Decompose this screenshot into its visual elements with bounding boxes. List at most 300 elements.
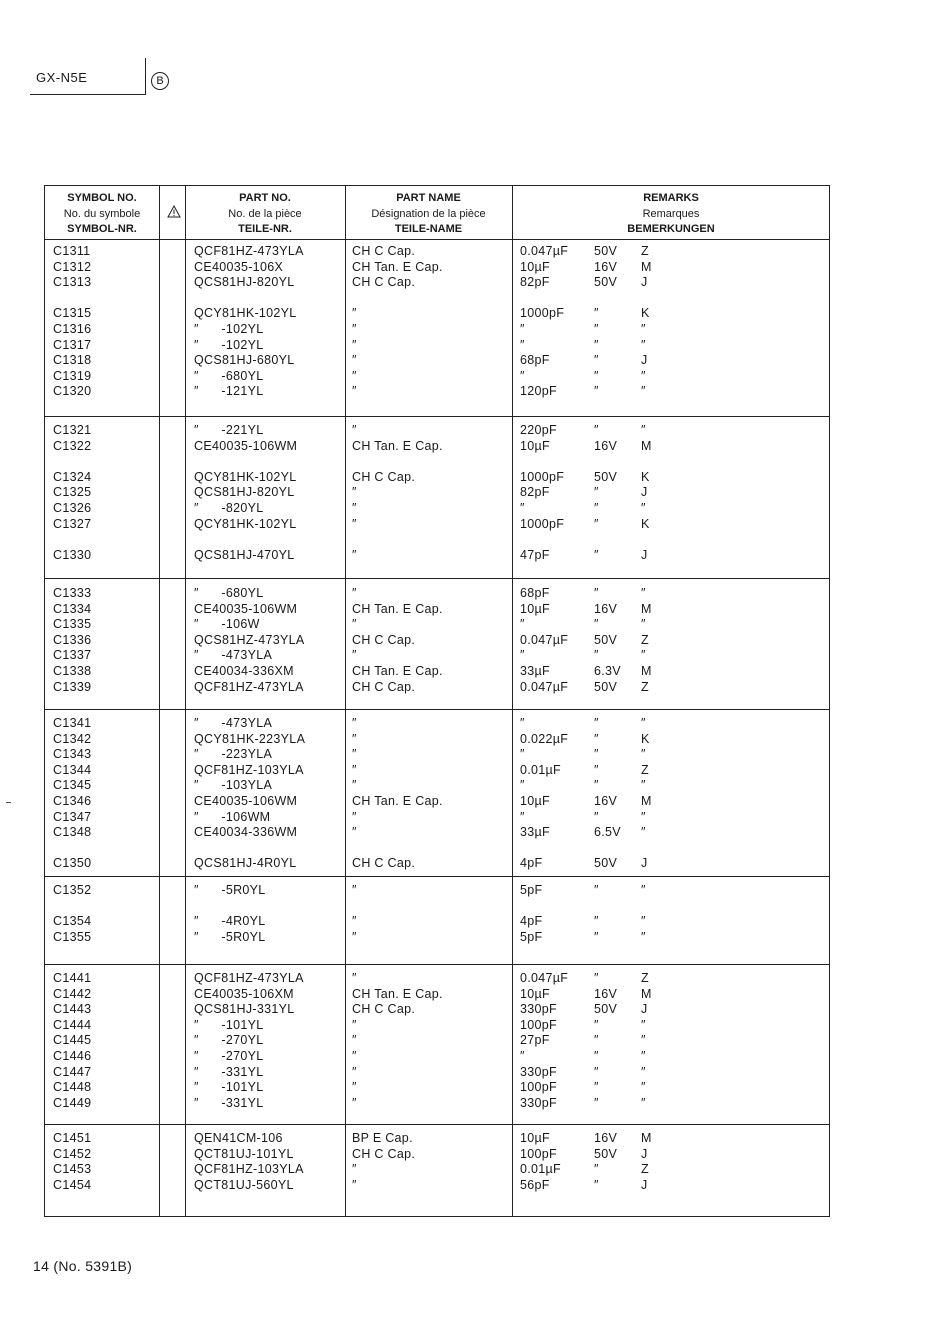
cell-voltage: ″ <box>594 971 599 985</box>
table-row <box>45 470 829 486</box>
table-row <box>45 260 829 276</box>
cell-tolerance: ″ <box>641 809 646 824</box>
cell-part-no: ″ -331YL <box>194 1095 264 1110</box>
cell-part-name: ″ <box>352 586 357 600</box>
cell-part-no: QCS81HJ-4R0YL <box>194 856 297 871</box>
cell-value: 1000pF <box>520 516 565 531</box>
cell-symbol-no: C1445 <box>53 1033 92 1048</box>
cell-value: 68pF <box>520 353 550 368</box>
table-row <box>45 1080 829 1096</box>
cell-symbol-no: C1315 <box>53 306 92 321</box>
cell-tolerance: ″ <box>641 1080 646 1095</box>
cell-voltage: 16V <box>594 1131 618 1145</box>
cell-part-name: CH C Cap. <box>352 469 416 484</box>
cell-part-no: QCF81HZ-473YLA <box>194 244 304 258</box>
cell-symbol-no: C1449 <box>53 1095 92 1110</box>
cell-symbol-no: C1451 <box>53 1131 92 1145</box>
cell-voltage: ″ <box>594 353 599 368</box>
table-row <box>45 485 829 501</box>
cell-voltage: 50V <box>594 679 618 694</box>
cell-part-name: ″ <box>352 731 357 746</box>
cell-tolerance: J <box>641 275 648 290</box>
cell-symbol-no: C1447 <box>53 1064 92 1079</box>
header-remarks <box>512 191 830 238</box>
table-row <box>45 275 829 291</box>
cell-value: 0.01µF <box>520 762 561 777</box>
cell-symbol-no: C1342 <box>53 731 92 746</box>
cell-tolerance: M <box>641 438 652 453</box>
table-row <box>45 384 829 400</box>
cell-tolerance: ″ <box>641 1064 646 1079</box>
cell-symbol-no: C1355 <box>53 929 92 944</box>
cell-voltage: ″ <box>594 1095 599 1110</box>
cell-tolerance: ″ <box>641 929 646 944</box>
table-row <box>45 369 829 385</box>
cell-tolerance: M <box>641 664 652 678</box>
cell-part-no: CE40035-106WM <box>194 794 298 808</box>
group-divider <box>45 416 829 417</box>
table-row <box>45 930 829 946</box>
cell-part-no: ″ -473YLA <box>194 648 273 663</box>
table-row <box>45 1033 829 1049</box>
cell-value: 5pF <box>520 929 543 944</box>
cell-value: ″ <box>520 716 525 730</box>
group-divider <box>45 709 829 710</box>
cell-tolerance: ″ <box>641 914 646 929</box>
cell-part-no: ″ -103YLA <box>194 778 273 793</box>
cell-symbol-no: C1441 <box>53 971 92 985</box>
cell-part-name: ″ <box>352 617 357 632</box>
cell-voltage: ″ <box>594 617 599 632</box>
cell-part-name: ″ <box>352 809 357 824</box>
cell-value: ″ <box>520 747 525 762</box>
cell-tolerance: ″ <box>641 1095 646 1110</box>
cell-part-name: ″ <box>352 1049 357 1063</box>
cell-value: 10µF <box>520 1131 550 1145</box>
table-row <box>45 1065 829 1081</box>
cell-tolerance: J <box>641 1002 648 1017</box>
cell-value: 330pF <box>520 1002 557 1017</box>
cell-part-name: ″ <box>352 929 357 944</box>
cell-tolerance: ″ <box>641 1033 646 1048</box>
cell-part-no: ″ -101YL <box>194 1017 264 1032</box>
cell-voltage: ″ <box>594 1080 599 1095</box>
cell-value: ″ <box>520 809 525 824</box>
table-row <box>45 617 829 633</box>
cell-part-name: CH C Cap. <box>352 679 416 694</box>
cell-part-no: CE40034-336XM <box>194 664 294 678</box>
cell-part-no: CE40034-336WM <box>194 825 298 840</box>
cell-voltage: 6.5V <box>594 825 621 840</box>
table-row <box>45 794 829 810</box>
cell-symbol-no: C1317 <box>53 337 92 352</box>
cell-symbol-no: C1333 <box>53 586 92 600</box>
cell-part-no: CE40035-106X <box>194 259 284 274</box>
cell-value: 10µF <box>520 438 550 453</box>
cell-voltage: 16V <box>594 601 618 616</box>
cell-part-no: QCS81HJ-470YL <box>194 547 295 562</box>
cell-tolerance: ″ <box>641 586 646 600</box>
cell-part-name: CH C Cap. <box>352 1002 416 1017</box>
cell-voltage: ″ <box>594 384 599 399</box>
cell-value: ″ <box>520 337 525 352</box>
cell-part-name: ″ <box>352 883 357 897</box>
table-row <box>45 548 829 564</box>
cell-part-name: ″ <box>352 337 357 352</box>
group-divider <box>45 1124 829 1125</box>
cell-part-no: ″ -101YL <box>194 1080 264 1095</box>
cell-value: 4pF <box>520 914 543 929</box>
cell-voltage: ″ <box>594 516 599 531</box>
cell-value: 56pF <box>520 1177 550 1192</box>
cell-part-name: CH Tan. E Cap. <box>352 259 443 274</box>
table-row <box>45 633 829 649</box>
cell-part-no: QEN41CM-106 <box>194 1131 283 1145</box>
cell-symbol-no: C1337 <box>53 648 92 663</box>
cell-part-no: ″ -106W <box>194 617 260 632</box>
table-row <box>45 1096 829 1112</box>
cell-symbol-no: C1452 <box>53 1146 92 1161</box>
cell-voltage: ″ <box>594 322 599 336</box>
cell-part-no: QCT81UJ-560YL <box>194 1177 294 1192</box>
cell-symbol-no: C1313 <box>53 275 92 290</box>
cell-symbol-no: C1311 <box>53 244 91 258</box>
cell-tolerance: M <box>641 794 652 808</box>
table-row <box>45 763 829 779</box>
cell-part-name: ″ <box>352 353 357 368</box>
cell-tolerance: ″ <box>641 617 646 632</box>
region-badge: B <box>151 72 169 90</box>
cell-part-name: ″ <box>352 1064 357 1079</box>
cell-part-no: QCT81UJ-101YL <box>194 1146 294 1161</box>
table-row <box>45 1162 829 1178</box>
table-row <box>45 1018 829 1034</box>
model-underline <box>30 94 145 95</box>
cell-voltage: ″ <box>594 731 599 746</box>
cell-part-name: ″ <box>352 914 357 929</box>
cell-part-no: QCS81HJ-680YL <box>194 353 295 368</box>
cell-symbol-no: C1348 <box>53 825 92 840</box>
cell-tolerance: K <box>641 516 650 531</box>
table-row <box>45 454 829 470</box>
cell-value: 0.047µF <box>520 679 569 694</box>
cell-value: 47pF <box>520 547 550 562</box>
cell-voltage: 50V <box>594 1146 618 1161</box>
table-row <box>45 883 829 899</box>
cell-part-name: CH C Cap. <box>352 275 416 290</box>
cell-value: 27pF <box>520 1033 550 1048</box>
cell-value: 0.047µF <box>520 244 569 258</box>
cell-value: ″ <box>520 1049 525 1063</box>
cell-value: 330pF <box>520 1064 557 1079</box>
cell-voltage: 50V <box>594 275 618 290</box>
table-row <box>45 747 829 763</box>
cell-value: ″ <box>520 322 525 336</box>
table-row <box>45 680 829 696</box>
header-subtitle-de: TEILE-NR. <box>238 223 292 235</box>
cell-part-no: QCF81HZ-473YLA <box>194 679 304 694</box>
cell-voltage: 50V <box>594 632 618 647</box>
cell-tolerance: ″ <box>641 778 646 793</box>
header-part-name <box>345 191 512 238</box>
table-row <box>45 810 829 826</box>
table-row <box>45 1049 829 1065</box>
cell-value: 10µF <box>520 601 550 616</box>
cell-voltage: ″ <box>594 306 599 321</box>
table-row <box>45 971 829 987</box>
cell-tolerance: K <box>641 731 650 746</box>
header-subtitle-de: BEMERKUNGEN <box>627 223 715 235</box>
cell-voltage: ″ <box>594 1162 599 1177</box>
cell-tolerance: J <box>641 353 648 368</box>
caution-triangle-icon <box>167 205 181 218</box>
cell-symbol-no: C1339 <box>53 679 92 694</box>
cell-part-name: ″ <box>352 1162 357 1177</box>
cell-tolerance: J <box>641 856 648 871</box>
cell-symbol-no: C1319 <box>53 368 92 383</box>
cell-part-no: ″ -102YL <box>194 337 264 352</box>
cell-symbol-no: C1325 <box>53 485 92 500</box>
cell-tolerance: Z <box>641 1162 649 1177</box>
cell-symbol-no: C1312 <box>53 259 92 274</box>
cell-symbol-no: C1344 <box>53 762 92 777</box>
cell-voltage: 6.3V <box>594 664 621 678</box>
cell-part-no: QCS81HJ-820YL <box>194 275 295 290</box>
cell-tolerance: Z <box>641 632 649 647</box>
cell-tolerance: M <box>641 986 652 1001</box>
cell-voltage: ″ <box>594 501 599 515</box>
cell-part-name: ″ <box>352 716 357 730</box>
table-row <box>45 825 829 841</box>
cell-part-name: ″ <box>352 648 357 663</box>
page-number: 14 (No. 5391B) <box>33 1258 133 1274</box>
group-divider <box>45 876 829 877</box>
header-subtitle-de: SYMBOL-NR. <box>67 223 137 235</box>
cell-voltage: ″ <box>594 747 599 762</box>
cell-value: 100pF <box>520 1080 557 1095</box>
cell-part-no: ″ -221YL <box>194 423 264 437</box>
cell-part-name: ″ <box>352 1033 357 1048</box>
group-divider <box>45 578 829 579</box>
cell-symbol-no: C1347 <box>53 809 92 824</box>
cell-voltage: ″ <box>594 883 599 897</box>
cell-voltage: ″ <box>594 337 599 352</box>
cell-symbol-no: C1316 <box>53 322 92 336</box>
cell-part-no: ″ -102YL <box>194 322 264 336</box>
cell-symbol-no: C1341 <box>53 716 92 730</box>
cell-part-no: ″ -820YL <box>194 501 264 515</box>
header-title: REMARKS <box>643 192 699 204</box>
table-row <box>45 501 829 517</box>
table-row <box>45 586 829 602</box>
cell-value: 10µF <box>520 259 550 274</box>
cell-part-name: ″ <box>352 1177 357 1192</box>
cell-value: ″ <box>520 368 525 383</box>
cell-part-no: ″ -270YL <box>194 1033 264 1048</box>
group-divider <box>45 964 829 965</box>
cell-part-no: ″ -121YL <box>194 384 264 399</box>
header-part-no <box>185 191 345 238</box>
cell-part-no: ″ -4R0YL <box>194 914 266 929</box>
table-row <box>45 532 829 548</box>
cell-value: 33µF <box>520 825 550 840</box>
cell-part-no: QCF81HZ-103YLA <box>194 762 304 777</box>
cell-tolerance: M <box>641 601 652 616</box>
table-row <box>45 291 829 307</box>
cell-part-no: QCY81HK-223YLA <box>194 731 306 746</box>
cell-symbol-no: C1453 <box>53 1162 92 1177</box>
cell-tolerance: ″ <box>641 384 646 399</box>
model-number: GX-N5E <box>36 70 88 85</box>
header-subtitle: No. du symbole <box>63 207 141 220</box>
cell-value: 82pF <box>520 275 550 290</box>
table-row <box>45 517 829 533</box>
cell-voltage: 16V <box>594 259 618 274</box>
cell-tolerance: J <box>641 485 648 500</box>
table-row <box>45 856 829 872</box>
cell-part-name: CH Tan. E Cap. <box>352 664 443 678</box>
cell-part-name: ″ <box>352 516 357 531</box>
cell-symbol-no: C1444 <box>53 1017 92 1032</box>
cell-voltage: ″ <box>594 778 599 793</box>
table-row <box>45 899 829 915</box>
cell-part-no: QCY81HK-102YL <box>194 516 297 531</box>
header-symbol-no <box>45 191 159 238</box>
cell-tolerance: ″ <box>641 501 646 515</box>
cell-part-name: ″ <box>352 306 357 321</box>
table-row <box>45 1178 829 1194</box>
cell-part-name: ″ <box>352 1095 357 1110</box>
cell-value: 1000pF <box>520 469 565 484</box>
cell-value: 0.047µF <box>520 632 569 647</box>
cell-symbol-no: C1335 <box>53 617 92 632</box>
cell-value: 33µF <box>520 664 550 678</box>
cell-part-no: QCS81HJ-331YL <box>194 1002 295 1017</box>
header-title: SYMBOL NO. <box>67 192 137 204</box>
table-row <box>45 778 829 794</box>
table-row <box>45 322 829 338</box>
cell-tolerance: Z <box>641 244 649 258</box>
cell-part-no: CE40035-106WM <box>194 438 298 453</box>
table-row <box>45 841 829 857</box>
cell-tolerance: Z <box>641 679 649 694</box>
cell-value: ″ <box>520 501 525 515</box>
cell-tolerance: Z <box>641 971 649 985</box>
cell-value: ″ <box>520 648 525 663</box>
cell-symbol-no: C1318 <box>53 353 92 368</box>
cell-part-no: ″ -331YL <box>194 1064 264 1079</box>
cell-tolerance: K <box>641 469 650 484</box>
cell-symbol-no: C1334 <box>53 601 92 616</box>
cell-part-name: CH Tan. E Cap. <box>352 986 443 1001</box>
cell-voltage: 16V <box>594 986 618 1001</box>
cell-tolerance: ″ <box>641 648 646 663</box>
cell-value: 120pF <box>520 384 557 399</box>
table-row <box>45 1131 829 1147</box>
cell-part-no: ″ -680YL <box>194 586 264 600</box>
table-row <box>45 244 829 260</box>
cell-voltage: ″ <box>594 368 599 383</box>
header-subtitle-de: TEILE-NAME <box>394 223 463 235</box>
cell-tolerance: K <box>641 306 650 321</box>
parts-list-table <box>44 185 830 1217</box>
cell-voltage: ″ <box>594 762 599 777</box>
header-subtitle: Désignation de la pièce <box>371 207 486 220</box>
header-title: PART NAME <box>396 192 461 204</box>
cell-part-name: ″ <box>352 971 357 985</box>
cell-voltage: 16V <box>594 794 618 808</box>
cell-part-name: ″ <box>352 778 357 793</box>
cell-symbol-no: C1352 <box>53 883 92 897</box>
cell-voltage: ″ <box>594 929 599 944</box>
cell-voltage: 50V <box>594 856 618 871</box>
cell-voltage: ″ <box>594 716 599 730</box>
cell-symbol-no: C1326 <box>53 501 92 515</box>
cell-part-name: ″ <box>352 747 357 762</box>
cell-symbol-no: C1338 <box>53 664 92 678</box>
cell-voltage: 50V <box>594 244 618 258</box>
cell-symbol-no: C1454 <box>53 1177 92 1192</box>
header-subtitle: Remarques <box>642 207 700 220</box>
cell-tolerance: J <box>641 1177 648 1192</box>
cell-part-name: ″ <box>352 322 357 336</box>
cell-voltage: ″ <box>594 648 599 663</box>
table-row <box>45 423 829 439</box>
cell-symbol-no: C1336 <box>53 632 92 647</box>
cell-value: ″ <box>520 778 525 793</box>
cell-voltage: 50V <box>594 469 618 484</box>
cell-part-name: CH Tan. E Cap. <box>352 794 443 808</box>
cell-part-name: ″ <box>352 384 357 399</box>
table-row <box>45 914 829 930</box>
cell-symbol-no: C1354 <box>53 914 92 929</box>
cell-value: 5pF <box>520 883 543 897</box>
cell-tolerance: Z <box>641 762 649 777</box>
cell-value: 68pF <box>520 586 550 600</box>
cell-tolerance: ″ <box>641 883 646 897</box>
header-divider <box>45 239 829 240</box>
cell-part-name: CH C Cap. <box>352 244 416 258</box>
table-row <box>45 1002 829 1018</box>
cell-part-name: CH C Cap. <box>352 1146 416 1161</box>
cell-part-name: ″ <box>352 762 357 777</box>
cell-value: 10µF <box>520 986 550 1001</box>
cell-part-name: ″ <box>352 368 357 383</box>
cell-voltage: ″ <box>594 914 599 929</box>
cell-part-no: QCS81HJ-820YL <box>194 485 295 500</box>
cell-part-no: QCF81HZ-103YLA <box>194 1162 304 1177</box>
cell-part-no: CE40035-106XM <box>194 986 294 1001</box>
table-row <box>45 1147 829 1163</box>
cell-symbol-no: C1324 <box>53 469 92 484</box>
cell-part-no: CE40035-106WM <box>194 601 298 616</box>
cell-voltage: ″ <box>594 485 599 500</box>
cell-part-name: CH C Cap. <box>352 632 416 647</box>
cell-value: 0.047µF <box>520 971 569 985</box>
cell-symbol-no: C1442 <box>53 986 92 1001</box>
cell-part-name: ″ <box>352 1080 357 1095</box>
cell-voltage: 16V <box>594 438 618 453</box>
table-row <box>45 648 829 664</box>
cell-value: 4pF <box>520 856 543 871</box>
cell-part-name: ″ <box>352 485 357 500</box>
cell-value: ″ <box>520 617 525 632</box>
cell-part-name: CH Tan. E Cap. <box>352 601 443 616</box>
table-row <box>45 439 829 455</box>
cell-tolerance: ″ <box>641 747 646 762</box>
cell-part-no: ″ -270YL <box>194 1049 264 1063</box>
cell-part-no: QCY81HK-102YL <box>194 469 297 484</box>
